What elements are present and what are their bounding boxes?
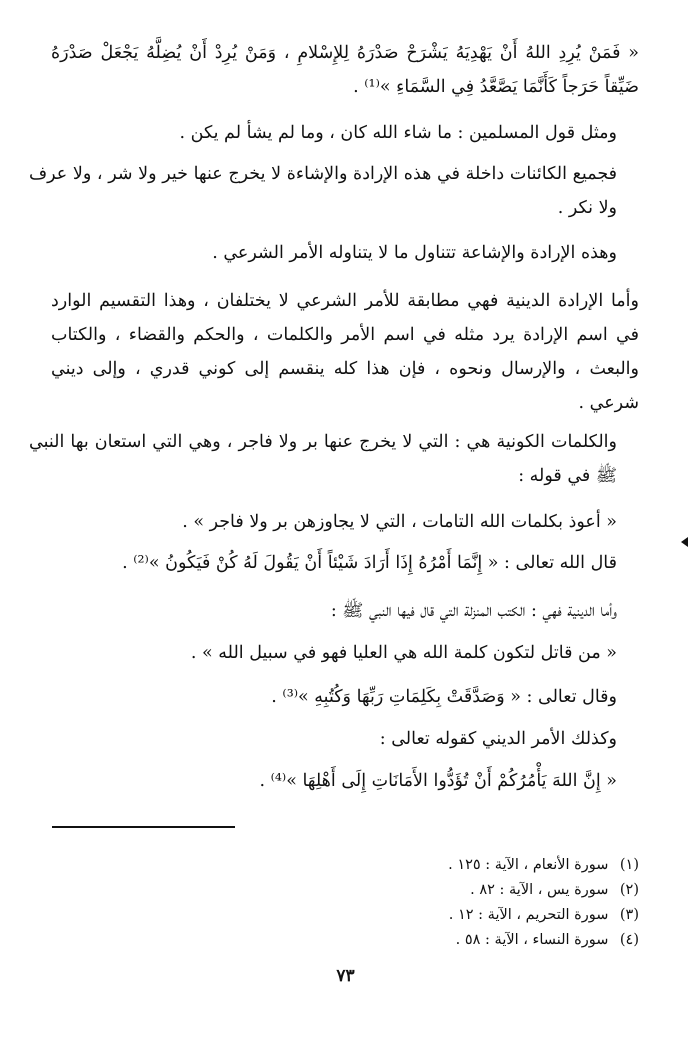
hadith-quote: « أعوذ بكلمات الله التامات ، التي لا يجاوزهن بر ولا فاجر » . — [182, 512, 617, 532]
footnote — [309, 930, 639, 950]
footnote-number: (٢) — [619, 882, 639, 898]
quran-quote: وقال تعالى : « وَصَدَّقَتْ بِكَلِمَاتِ رَبِّهَا وَكُتُبِهِ »⁽³⁾ . — [271, 687, 617, 707]
footnote — [309, 905, 639, 925]
footnote — [309, 855, 639, 875]
footnote-number: (١) — [619, 857, 639, 873]
hadith-quote: « من قاتل لتكون كلمة الله هي العليا فهو في سبيل الله » . — [190, 643, 617, 663]
footnote-number: (٣) — [619, 907, 639, 923]
body-paragraph: وأما الإرادة الدينية فهي مطابقة للأمر الشرعي لا يختلفان ، وهذا التقسيم الوارد في اسم الإرادة يرد مثله في اسم الأمر والكلمات ، والحكم والقضاء ، والكتاب والبعث ، والإرسال ونحوه ، فإن هذا كله ينقسم إلى كوني قدري ، وإلى ديني شرعي . — [51, 291, 639, 413]
footnote-text: سورة الأنعام ، الآية : ١٢٥ . — [448, 857, 609, 873]
page-number: ٧٣ — [336, 966, 355, 986]
quran-quote: « إِنَّ اللهَ يَأْمُرُكُمْ أَنْ تُؤَدُّوا الأَمَانَاتِ إِلَى أَهْلِهَا »⁽⁴⁾ . — [259, 771, 617, 791]
footnote-divider — [52, 826, 235, 828]
footnote-text: سورة التحريم ، الآية : ١٢ . — [448, 907, 609, 923]
body-paragraph: والكلمات الكونية هي : التي لا يخرج عنها بر ولا فاجر ، وهي التي استعان بها النبي ﷺ في قوله : — [29, 432, 617, 486]
body-paragraph: فجميع الكائنات داخلة في هذه الإرادة والإشاءة لا يخرج عنها خير ولا شر ، ولا عرف ولا نكر . — [29, 164, 617, 218]
footnote-number: (٤) — [619, 932, 639, 948]
quran-verse-paragraph: « فَمَنْ يُرِدِ اللهُ أَنْ يَهْدِيَهُ يَشْرَحْ صَدْرَهُ لِلإِسْلامِ ، وَمَنْ يُرِدْ أَنْ يُضِلَّهُ يَجْعَلْ صَدْرَهُ ضَيِّقاً حَرَجاً كَأَنَّمَا يَصَّعَّدُ فِي السَّمَاءِ »⁽¹⁾ . — [51, 43, 639, 97]
body-paragraph: وهذه الإرادة والإشاعة تتناول ما لا يتناوله الأمر الشرعي . — [212, 243, 617, 263]
footnote — [309, 880, 639, 900]
margin-arrow-mark — [681, 537, 688, 547]
body-paragraph: ومثل قول المسلمين : ما شاء الله كان ، وما لم يشأ لم يكن . — [179, 123, 617, 143]
footnote-text: سورة يس ، الآية : ٨٢ . — [470, 882, 609, 898]
quran-quote: قال الله تعالى : « إِنَّمَا أَمْرُهُ إِذَا أَرَادَ شَيْئاً أَنْ يَقُولَ لَهُ كُنْ فَيَكُونُ »⁽²⁾ . — [122, 553, 617, 573]
body-paragraph: وكذلك الأمر الديني كقوله تعالى : — [379, 729, 617, 749]
body-paragraph: وأما الدينية فهي : الكتب المنزلة التي قال فيها النبي ﷺ : — [330, 601, 617, 621]
footnote-text: سورة النساء ، الآية : ٥٨ . — [455, 932, 609, 948]
